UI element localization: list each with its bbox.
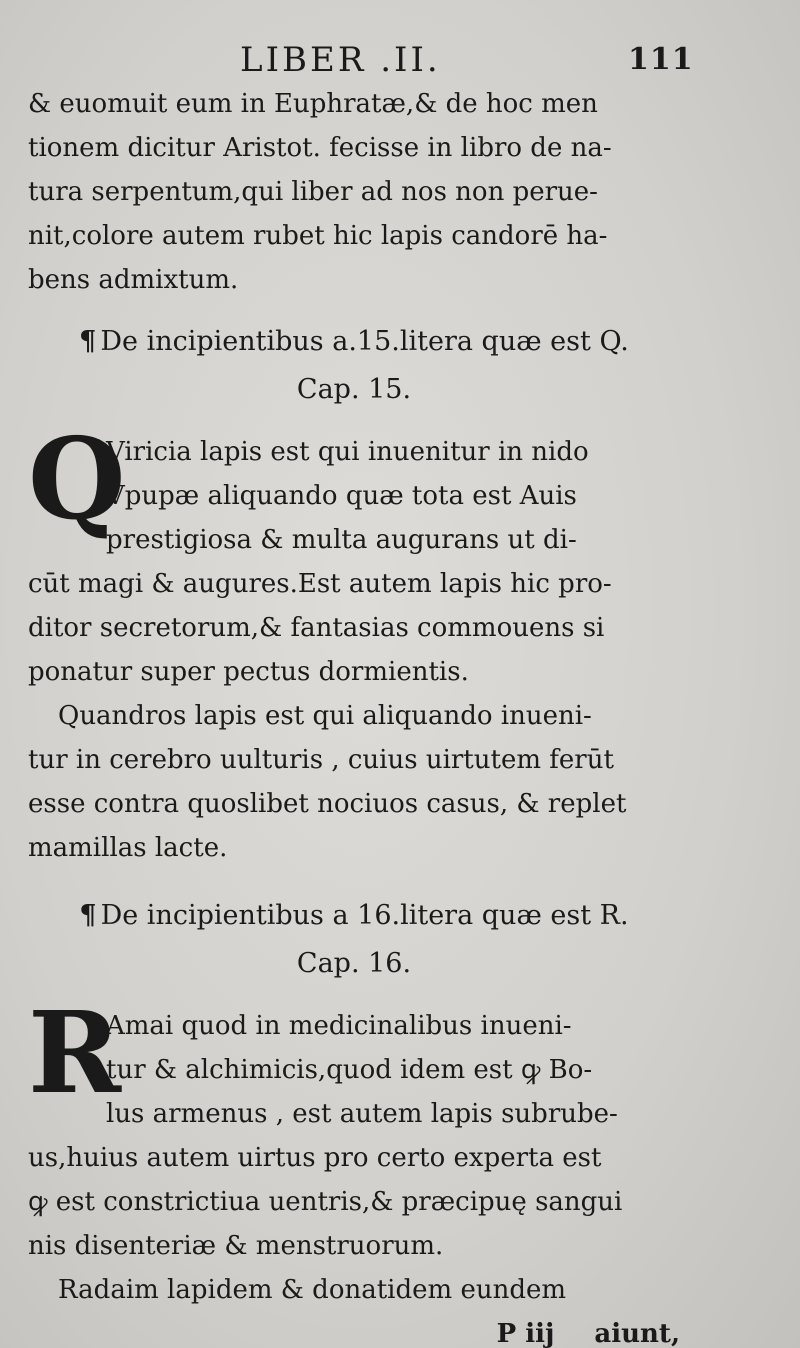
text-line: esse contra quoslibet nociuos casus, & replet	[28, 789, 627, 819]
text-line: tura serpentum,qui liber ad nos non perue-	[28, 177, 598, 207]
page-text	[28, 82, 680, 1348]
text-line: mamillas lacte.	[28, 833, 228, 863]
text-line: us,huius autem uirtus pro certo experta est	[28, 1143, 602, 1173]
section-heading-text: De incipientibus a.15.litera quæ est Q.	[100, 326, 629, 357]
running-head: LIBER .II.	[240, 40, 441, 80]
section-heading-text: De incipientibus a 16.litera quæ est R.	[100, 900, 629, 931]
text-line: Quandros lapis est qui aliquando inueni-	[58, 701, 592, 731]
text-line: & euomuit eum in Euphratæ,& de hoc men	[28, 89, 598, 119]
text-line: Viricia lapis est qui inuenitur in nido	[106, 437, 589, 467]
text-line: Amai quod in medicinalibus inueni-	[106, 1011, 572, 1041]
paragraph-quandros	[28, 694, 680, 870]
text-line: bens admixtum.	[28, 265, 239, 295]
text-line: ditor secretorum,& fantasias commouens si	[28, 613, 605, 643]
pilcrow-icon: ¶	[79, 900, 97, 931]
drop-cap-r: R	[28, 988, 122, 1119]
text-line: Radaim lapidem & donatidem eundem	[58, 1275, 567, 1305]
chapter-number: Cap. 16.	[296, 948, 412, 979]
text-line: lus armenus , est autem lapis subrube-	[106, 1099, 618, 1129]
signature-mark: P iij	[496, 1319, 555, 1348]
text-line: nis disenteriæ & menstruorum.	[28, 1231, 444, 1261]
folio-number: 111	[628, 42, 694, 77]
section-heading-q	[28, 318, 680, 366]
paragraph-radaim	[28, 1268, 680, 1312]
text-line: ponatur super pectus dormientis.	[28, 657, 469, 687]
catchword: aiunt,	[594, 1319, 680, 1348]
text-line: nit,colore autem rubet hic lapis candorē ha-	[28, 221, 608, 251]
paragraph-quiricia	[28, 414, 680, 694]
text-line: tionem dicitur Aristot. fecisse in libro de na-	[28, 133, 612, 163]
text-line: cūt magi & augures.Est autem lapis hic pro-	[28, 569, 612, 599]
text-line: tur in cerebro uulturis , cuius uirtutem ferūt	[28, 745, 614, 775]
text-line: Vpupæ aliquando quæ tota est Auis	[106, 481, 577, 511]
text-line: tur & alchimicis,quod idem est ꝙ Bo-	[106, 1055, 593, 1085]
text-line: prestigiosa & multa augurans ut di-	[106, 525, 577, 555]
chapter-number: Cap. 15.	[296, 374, 412, 405]
pilcrow-icon: ¶	[79, 326, 97, 357]
drop-cap-q: Q	[28, 414, 126, 545]
page-footer	[28, 1312, 680, 1348]
paragraph-ramai	[28, 988, 680, 1268]
section-heading-r	[28, 892, 680, 940]
text-line: ꝙ est constrictiua uentris,& præcipuę sangui	[28, 1187, 623, 1217]
